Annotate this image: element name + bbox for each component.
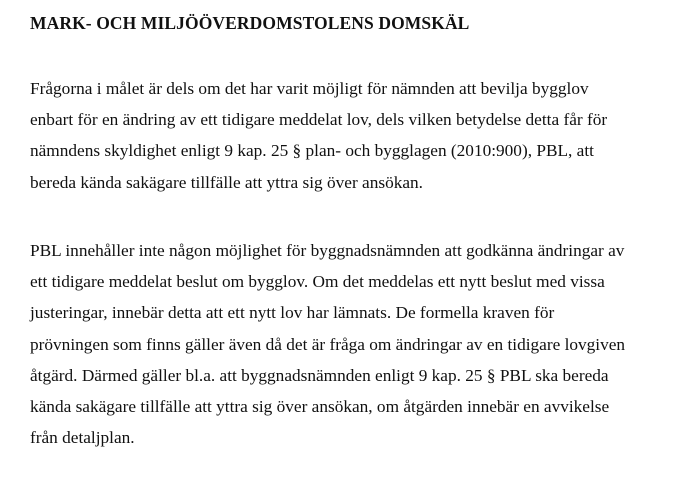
paragraph-line: nämndens skyldighet enligt 9 kap. 25 § plan- och bygglagen (2010:900), PBL, att	[30, 141, 594, 161]
paragraph-line: från detaljplan.	[30, 428, 135, 448]
paragraph-line: kända sakägare tillfälle att yttra sig över ansökan, om åtgärden innebär en avvikelse	[30, 396, 610, 416]
paragraph-1	[30, 73, 607, 198]
paragraph-line: ett tidigare meddelat beslut om bygglov. Om det meddelas ett nytt beslut med vissa	[30, 272, 605, 292]
paragraph-line: enbart för en ändring av ett tidigare meddelat lov, dels vilken betydelse detta får för	[30, 110, 608, 130]
section-heading: MARK- OCH MILJÖÖVERDOMSTOLENS DOMSKÄL	[30, 13, 470, 33]
paragraph-line: åtgärd. Därmed gäller bl.a. att byggnadsnämnden enligt 9 kap. 25 § PBL ska bereda	[30, 365, 609, 385]
paragraph-line: Frågorna i målet är dels om det har varit möjligt för nämnden att bevilja bygglov	[30, 79, 589, 98]
paragraph-line: PBL innehåller inte någon möjlighet för byggnadsnämnden att godkänna ändringar av	[30, 241, 625, 260]
paragraph-2	[30, 235, 625, 453]
paragraph-line: justeringar, innebär detta att ett nytt lov har lämnats. De formella kraven för	[30, 303, 555, 323]
paragraph-line: bereda kända sakägare tillfälle att yttra sig över ansökan.	[30, 172, 423, 192]
paragraph-line: prövningen som finns gäller även då det är fråga om ändringar av en tidigare lovgiven	[30, 334, 626, 354]
